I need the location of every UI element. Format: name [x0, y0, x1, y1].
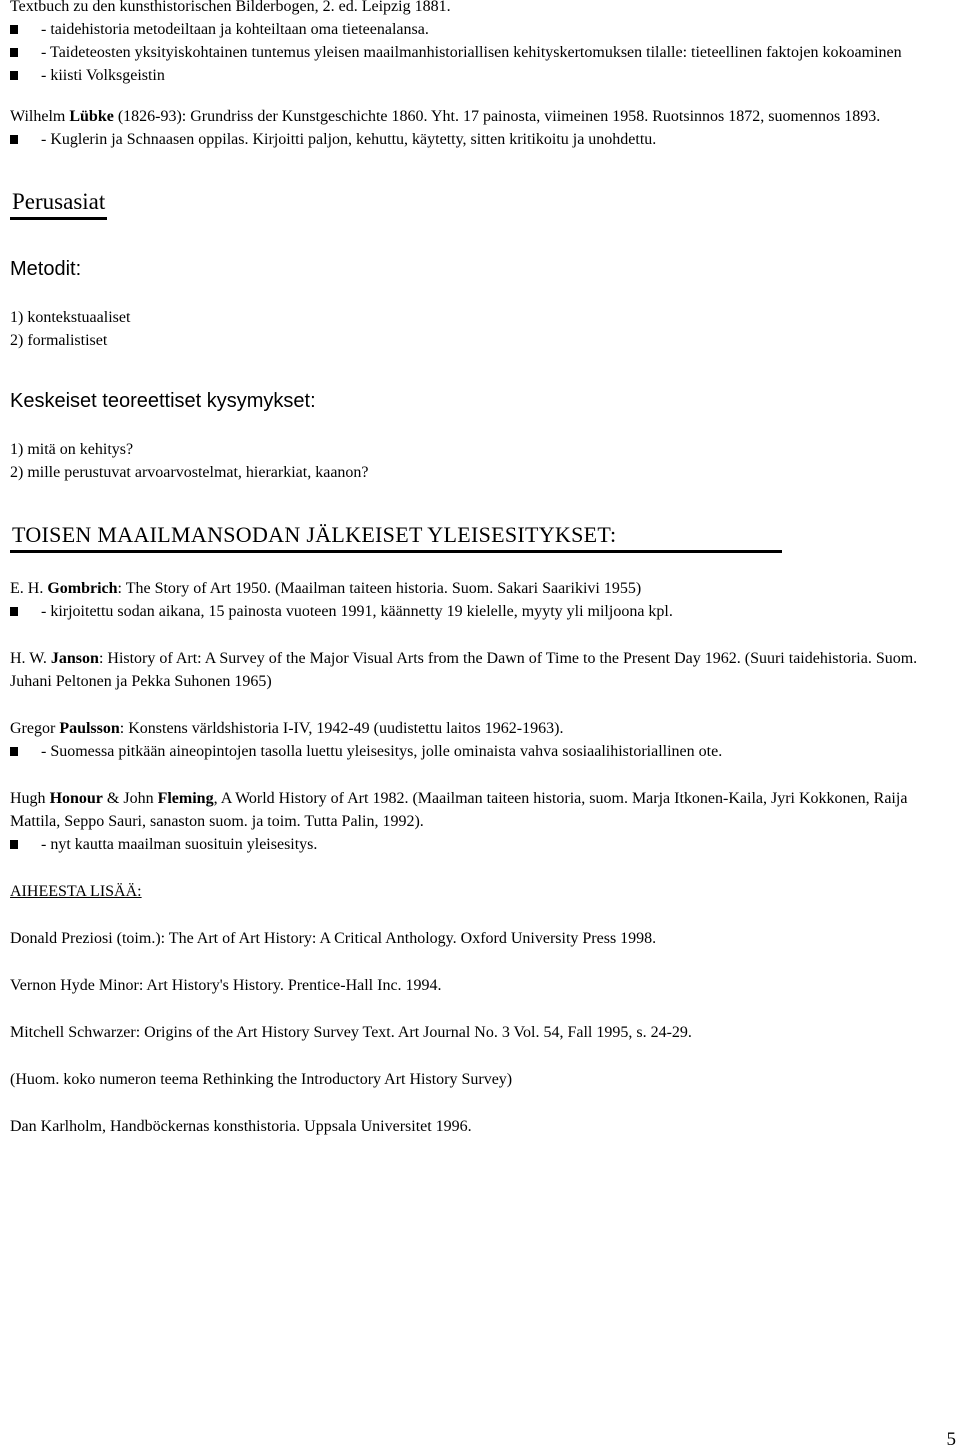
reference-item: Mitchell Schwarzer: Origins of the Art History Survey Text. Art Journal No. 3 Vol. 54, Fall 1995, s. 24-29. [10, 1024, 692, 1041]
document-page [10, 0, 950, 1138]
text-fragment: , A World History of Art 1982. (Maailman taiteen historia, suom. Marja Itkonen-Kaila, Jyri Kokkonen, Raija Mattila, Seppo Sauri, sanaston suom. ja toim. Tutta Palin, 1992). [10, 790, 908, 830]
reference-item: Dan Karlholm, Handböckernas konsthistoria. Uppsala Universitet 1996. [10, 1118, 472, 1135]
bullet-square-icon [10, 607, 18, 616]
metodit-heading: Metodit: [10, 258, 82, 280]
bullet-item [10, 128, 950, 151]
text-fragment: : Konstens världshistoria I-IV, 1942-49 (uudistettu laitos 1962-1963). [119, 720, 564, 737]
paulsson-entry [10, 717, 950, 740]
bullet-square-icon [10, 135, 18, 144]
section-heading-toisen [10, 520, 950, 553]
aiheesta-heading: AIHEESTA LISÄÄ: [10, 883, 142, 900]
list-item: 2) formalistiset [10, 332, 108, 349]
text-fragment: Hugh [10, 790, 50, 807]
bullet-text: - kiisti Volksgeistin [41, 67, 165, 84]
text-fragment: : History of Art: A Survey of the Major Visual Arts from the Dawn of Time to the Present Day 1962. (Suuri taidehistoria. Suom. Juhani Peltonen ja Pekka Suhonen 1965) [10, 650, 918, 690]
author-name: Gombrich [47, 580, 118, 597]
bullet-item [10, 740, 950, 763]
text-line: Textbuch zu den kunsthistorischen Bilderbogen, 2. ed. Leipzig 1881. [10, 0, 451, 15]
bullet-text: - taidehistoria metodeiltaan ja kohteiltaan oma tieteenalansa. [41, 21, 429, 38]
bullet-square-icon [10, 840, 18, 849]
text-fragment: (1826-93): Grundriss der Kunstgeschichte 1860. Yht. 17 painosta, viimeinen 1958. Ruotsinnos 1872, suomennos 1893. [113, 108, 881, 125]
reference-item: Vernon Hyde Minor: Art History's History. Prentice-Hall Inc. 1994. [10, 977, 442, 994]
list-item: 1) mitä on kehitys? [10, 441, 134, 458]
text-fragment: Gregor [10, 720, 60, 737]
bullet-item [10, 64, 950, 87]
text-fragment: E. H. [10, 580, 48, 597]
bullet-square-icon [10, 48, 18, 57]
bullet-square-icon [10, 25, 18, 34]
bullet-item [10, 41, 950, 64]
bullet-item [10, 833, 950, 856]
bullet-item [10, 600, 950, 623]
bullet-square-icon [10, 747, 18, 756]
bullet-text: - nyt kautta maailman suosituin yleisesitys. [41, 836, 318, 853]
janson-entry [10, 647, 950, 693]
author-name: Paulsson [59, 720, 120, 737]
bullet-text: - Taideteosten yksityiskohtainen tuntemus yleisen maailmanhistoriallisen kehityskertomuksen tilalle: tieteellinen faktojen kokoaminen [41, 44, 902, 61]
kysymykset-heading: Keskeiset teoreettiset kysymykset: [10, 390, 316, 412]
text-fragment: H. W. [10, 650, 51, 667]
list-item: 1) kontekstuaaliset [10, 309, 131, 326]
reference-item: (Huom. koko numeron teema Rethinking the Introductory Art History Survey) [10, 1071, 513, 1088]
reference-item: Donald Preziosi (toim.): The Art of Art History: A Critical Anthology. Oxford University Press 1998. [10, 930, 657, 947]
author-name: Janson [50, 650, 99, 667]
author-name: Honour [49, 790, 103, 807]
heading-text: TOISEN MAAILMANSODAN JÄLKEISET YLEISESITYKSET: [10, 520, 782, 553]
lubke-paragraph [10, 105, 950, 128]
list-item: 2) mille perustuvat arvoarvostelmat, hierarkiat, kaanon? [10, 464, 369, 481]
bullet-text: - Kuglerin ja Schnaasen oppilas. Kirjoitti paljon, kehuttu, käytetty, sitten kritikoitu ja unohdettu. [41, 131, 657, 148]
author-name: Fleming [157, 790, 214, 807]
author-name: Lübke [69, 108, 114, 125]
text-fragment: & John [102, 790, 158, 807]
bullet-square-icon [10, 71, 18, 80]
gombrich-entry [10, 577, 950, 600]
text-fragment: : The Story of Art 1950. (Maailman taiteen historia. Suom. Sakari Saarikivi 1955) [117, 580, 642, 597]
honour-entry [10, 787, 950, 833]
text-fragment: Wilhelm [10, 108, 70, 125]
bullet-text: - Suomessa pitkään aineopintojen tasolla luettu yleisesitys, jolle ominaista vahva sosiaalihistoriallinen ote. [41, 743, 723, 760]
section-heading-perusasiat [10, 187, 950, 220]
bullet-item [10, 18, 950, 41]
bullet-text: - kirjoitettu sodan aikana, 15 painosta vuoteen 1991, käännetty 19 kielelle, myyty yli miljoona kpl. [41, 603, 673, 620]
heading-text: Perusasiat [10, 187, 107, 220]
page-number: 5 [946, 1429, 956, 1450]
